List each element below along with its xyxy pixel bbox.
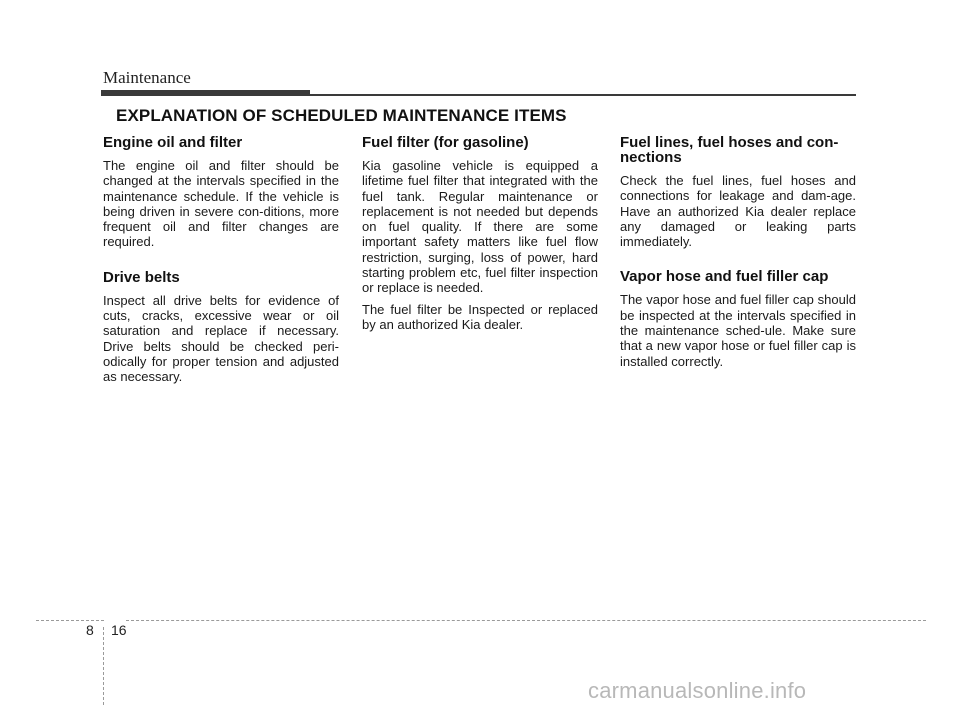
footer-dashed-rule-left <box>36 620 104 621</box>
heading-fuel-lines: Fuel lines, fuel hoses and con-nections <box>620 134 839 166</box>
footer-page-number: 16 <box>111 622 127 638</box>
paragraph-fuel-filter-2: The fuel filter be Inspected or replaced by an authorized Kia dealer. <box>362 301 598 332</box>
heading-drive-belts: Drive belts <box>103 268 180 286</box>
column-2 <box>362 135 598 338</box>
column-3 <box>620 135 856 375</box>
footer-dashed-rule-right <box>126 620 926 621</box>
paragraph-fuel-lines: Check the fuel lines, fuel hoses and connections for leakage and dam-age. Have an authorized Kia dealer replace any damaged or leaking parts immediately. <box>620 173 856 250</box>
chapter-header-label: Maintenance <box>103 68 191 87</box>
paragraph-fuel-filter-1: Kia gasoline vehicle is equipped a lifetime fuel filter that integrated with the fuel tank. Regular maintenance or replacement is not needed but depends on fuel quality. If there are some important safety matters like fuel flow restriction, surging, loss of power, hard starting problem etc, fuel filter inspection or replace is needed. <box>362 158 598 296</box>
header-rule-thick <box>101 90 310 96</box>
paragraph-drive-belts: Inspect all drive belts for evidence of cuts, cracks, excessive wear or oil saturation and replace if necessary. Drive belts should be checked peri-odically for proper tension and adjusted as necessary. <box>103 292 339 385</box>
watermark: carmanualsonline.info <box>588 678 807 703</box>
footer-dashed-divider <box>103 627 104 705</box>
header-rule-thin <box>310 94 856 96</box>
heading-vapor-hose: Vapor hose and fuel filler cap <box>620 268 829 286</box>
footer-chapter-number: 8 <box>86 622 94 638</box>
heading-engine-oil: Engine oil and filter <box>103 134 243 151</box>
section-title: EXPLANATION OF SCHEDULED MAINTENANCE ITEMS <box>116 106 567 125</box>
paragraph-vapor-hose: The vapor hose and fuel filler cap should be inspected at the intervals specified in the maintenance sched-ule. Make sure that a new vapor hose or fuel filler cap is installed correctly. <box>620 292 856 369</box>
paragraph-engine-oil: The engine oil and filter should be changed at the intervals specified in the maintenance schedule. If the vehicle is being driven in severe con-ditions, more frequent oil and filter changes are required. <box>103 158 339 250</box>
column-1 <box>103 135 339 391</box>
heading-fuel-filter: Fuel filter (for gasoline) <box>362 134 529 151</box>
